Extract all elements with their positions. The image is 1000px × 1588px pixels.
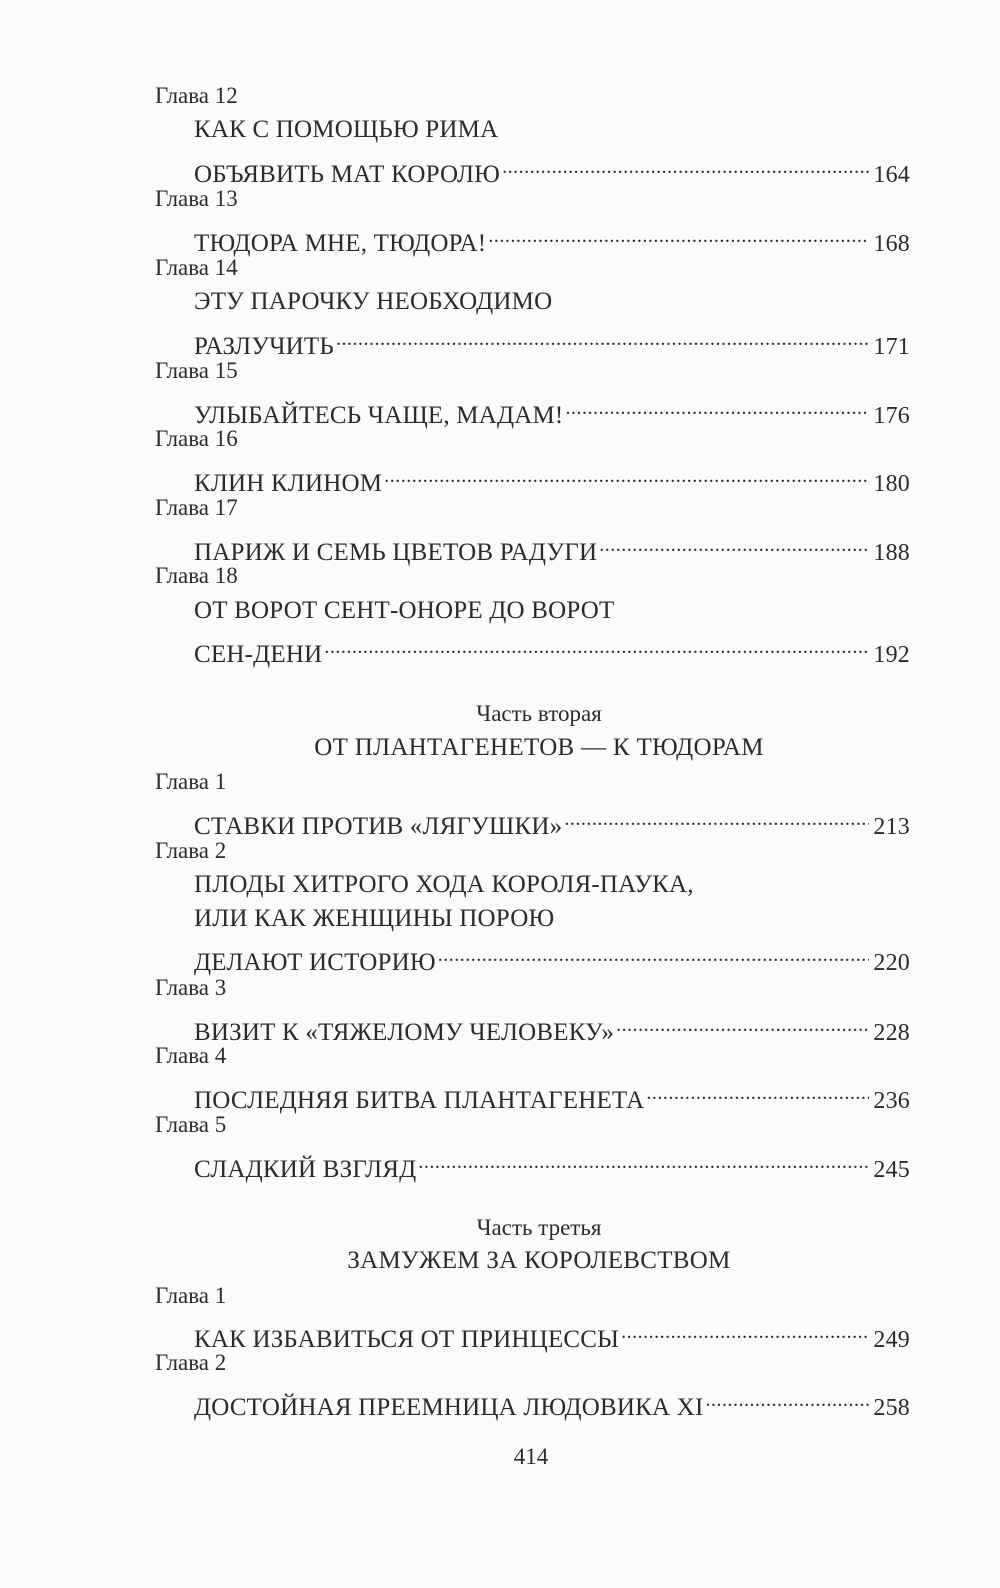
- page-number: 188: [873, 540, 910, 566]
- chapter-title: СТАВКИ ПРОТИВ «ЛЯГУШКИ»: [194, 813, 563, 840]
- chapter-title: ОТ ВОРОТ СЕНТ-ОНОРЕ ДО ВОРОТ: [194, 597, 615, 624]
- part-title: ОТ ПЛАНТАГЕНЕТОВ — К ТЮДОРАМ: [314, 734, 764, 761]
- dot-leader: [621, 1313, 869, 1347]
- chapter-label: Глава 4: [155, 1043, 227, 1068]
- dot-leader: [384, 457, 869, 491]
- chapter-label: Глава 18: [155, 563, 238, 588]
- toc-entry: [194, 148, 910, 188]
- page-number: 176: [873, 403, 910, 429]
- chapter-title: КЛИН КЛИНОМ: [194, 470, 383, 497]
- page-number: 213: [873, 814, 910, 840]
- page-number: 180: [873, 471, 910, 497]
- page-number: 192: [873, 642, 910, 668]
- chapter-label: Глава 16: [155, 426, 238, 451]
- part-title: ЗАМУЖЕМ ЗА КОРОЛЕВСТВОМ: [347, 1247, 731, 1274]
- dot-leader: [336, 320, 869, 354]
- chapter-label: Глава 17: [155, 495, 238, 520]
- toc-entry: [194, 1313, 910, 1353]
- chapter-title: СЕН-ДЕНИ: [194, 641, 323, 668]
- chapter-label: Глава 2: [155, 838, 227, 863]
- chapter-title: ПОСЛЕДНЯЯ БИТВА ПЛАНТАГЕНЕТА: [194, 1087, 645, 1114]
- toc-entry: [194, 800, 910, 840]
- page-number: 236: [873, 1088, 910, 1114]
- page-folio: 414: [513, 1444, 549, 1469]
- dot-leader: [324, 628, 869, 662]
- dot-leader: [502, 148, 869, 182]
- chapter-title: ЭТУ ПАРОЧКУ НЕОБХОДИМО: [194, 288, 553, 315]
- chapter-label: Глава 1: [155, 1283, 227, 1308]
- page-number: 168: [873, 231, 910, 257]
- chapter-label: Глава 12: [155, 83, 238, 108]
- page-number: 228: [873, 1020, 910, 1046]
- page-number: 171: [873, 334, 910, 360]
- page-number: 258: [873, 1395, 910, 1421]
- page-number: 164: [873, 162, 910, 188]
- chapter-title: ВИЗИТ К «ТЯЖЕЛОМУ ЧЕЛОВЕКУ»: [194, 1019, 615, 1046]
- chapter-title: ДЕЛАЮТ ИСТОРИЮ: [194, 949, 436, 976]
- dot-leader: [564, 800, 869, 834]
- toc-entry: [194, 1381, 910, 1421]
- chapter-label: Глава 14: [155, 255, 238, 280]
- dot-leader: [488, 217, 869, 251]
- toc-entry: [194, 1143, 910, 1183]
- part-label: Часть третья: [476, 1215, 602, 1240]
- page-number: 249: [873, 1327, 910, 1353]
- toc-entry: [194, 457, 910, 497]
- page-number: 220: [873, 950, 910, 976]
- toc-entry: [194, 526, 910, 566]
- chapter-label: Глава 15: [155, 358, 238, 383]
- chapter-label: Глава 2: [155, 1350, 227, 1375]
- dot-leader: [438, 936, 870, 970]
- chapter-label: Глава 5: [155, 1112, 227, 1137]
- chapter-label: Глава 3: [155, 975, 227, 1000]
- toc-entry: [194, 1006, 910, 1046]
- page-number: 245: [873, 1157, 910, 1183]
- chapter-title: УЛЫБАЙТЕСЬ ЧАЩЕ, МАДАМ!: [194, 402, 564, 429]
- toc-entry: [194, 936, 910, 976]
- dot-leader: [418, 1143, 869, 1177]
- dot-leader: [599, 526, 869, 560]
- chapter-title: ДОСТОЙНАЯ ПРЕЕМНИЦА ЛЮДОВИКА XI: [194, 1394, 704, 1421]
- dot-leader: [646, 1074, 869, 1108]
- chapter-title: ПАРИЖ И СЕМЬ ЦВЕТОВ РАДУГИ: [194, 539, 598, 566]
- chapter-title: ПЛОДЫ ХИТРОГО ХОДА КОРОЛЯ-ПАУКА,: [194, 871, 694, 898]
- chapter-title: ОБЪЯВИТЬ МАТ КОРОЛЮ: [194, 161, 501, 188]
- toc-entry: [194, 217, 910, 257]
- dot-leader: [706, 1381, 870, 1415]
- chapter-label: Глава 13: [155, 186, 238, 211]
- chapter-title: КАК ИЗБАВИТЬСЯ ОТ ПРИНЦЕССЫ: [194, 1326, 620, 1353]
- chapter-title: ИЛИ КАК ЖЕНЩИНЫ ПОРОЮ: [194, 905, 555, 932]
- toc-entry: [194, 1074, 910, 1114]
- chapter-title: РАЗЛУЧИТЬ: [194, 333, 334, 360]
- chapter-title: ТЮДОРА МНЕ, ТЮДОРА!: [194, 230, 487, 257]
- chapter-label: Глава 1: [155, 769, 227, 794]
- dot-leader: [565, 389, 869, 423]
- toc-entry: [194, 389, 910, 429]
- toc-entry: [194, 320, 910, 360]
- chapter-title: СЛАДКИЙ ВЗГЛЯД: [194, 1156, 417, 1183]
- dot-leader: [616, 1006, 869, 1040]
- part-label: Часть вторая: [476, 701, 602, 726]
- chapter-title: КАК С ПОМОЩЬЮ РИМА: [194, 116, 499, 143]
- toc-entry: [194, 628, 910, 668]
